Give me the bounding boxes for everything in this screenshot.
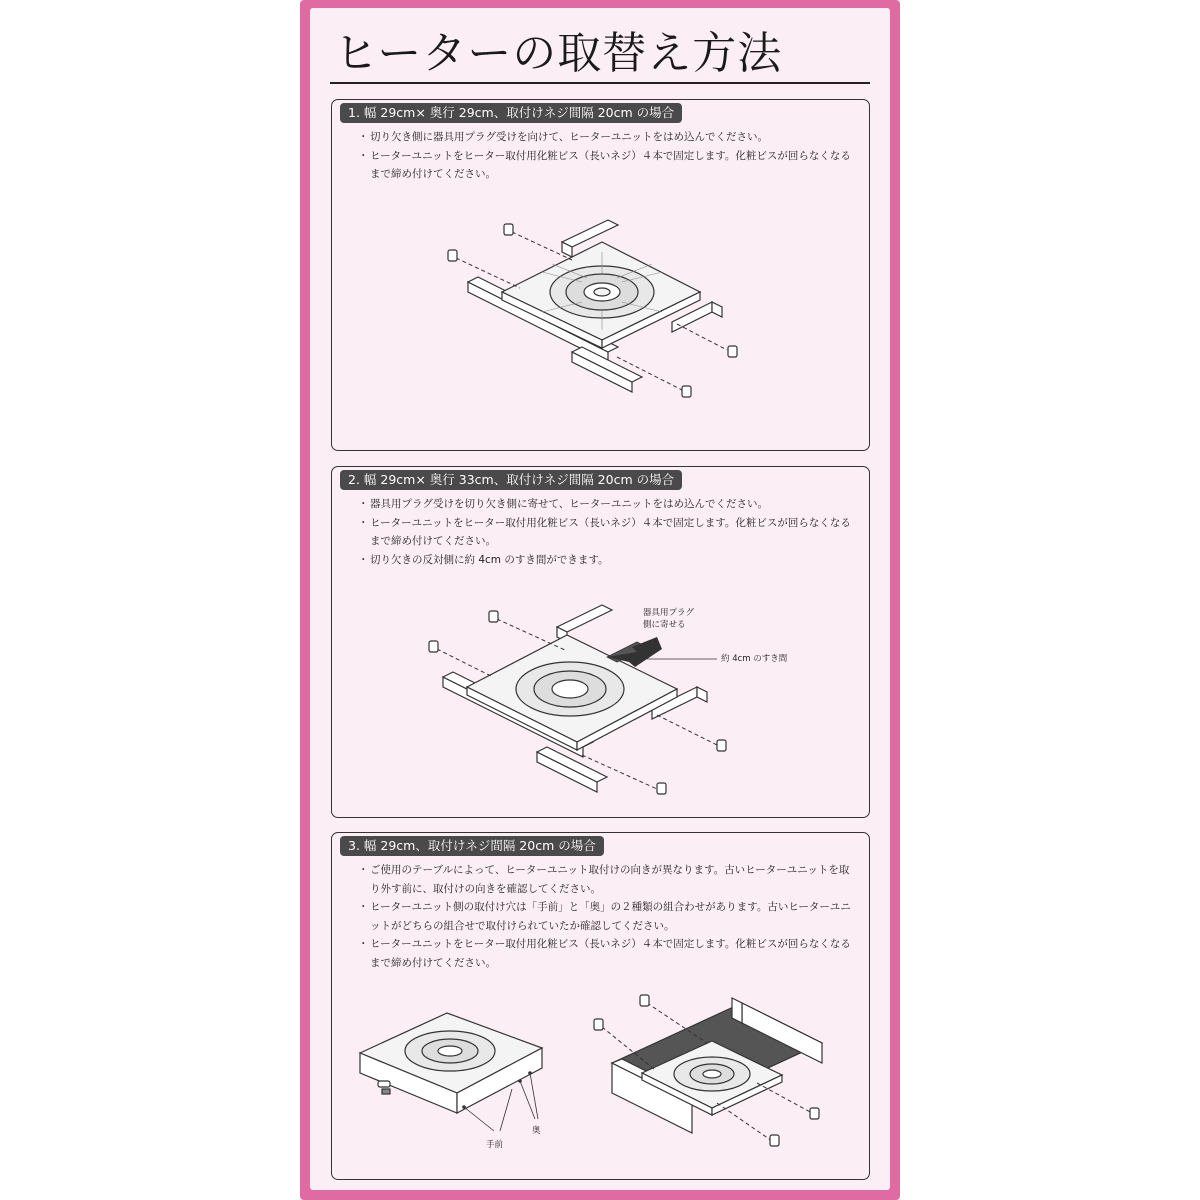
back-label: 奥: [532, 1126, 541, 1136]
title-divider: [330, 82, 870, 84]
heater-install-diagram-3: [582, 983, 852, 1153]
heater-install-diagram-1: [432, 212, 762, 412]
screw-icon: [682, 386, 691, 397]
list-item: ・ ヒーターユニット側の取付け穴は「手前」と「奥」の２種類の組合わせがあります。古いヒーターユニットがどちらの組合せで取付けられていたか確認してください。: [358, 898, 858, 935]
screw-icon: [504, 224, 513, 235]
section-2: [331, 466, 870, 818]
screw-icon: [429, 641, 438, 652]
list-item: ・ 器具用プラグ受けを切り欠き側に寄せて、ヒーターユニットをはめ込んでください。: [358, 495, 858, 514]
list-item: ・ ヒーターユニットをヒーター取付用化粧ビス（長いネジ）４本で固定します。化粧ビスが回らなくなるまで締め付けてください。: [358, 147, 858, 184]
heater-holes-diagram: [352, 993, 552, 1163]
list-item: ・ 切り欠きの反対側に約 4cm のすき間ができます。: [358, 551, 858, 570]
list-item: ・ 切り欠き側に器具用プラグ受けを向けて、ヒーターユニットをはめ込んでください。: [358, 128, 858, 147]
section-3-heading: 3. 幅 29cm、取付けネジ間隔 20cm の場合: [340, 836, 604, 856]
screw-icon: [594, 1019, 603, 1030]
section-1: [331, 99, 870, 451]
gap-callout: 約 4cm のすき間: [721, 654, 788, 664]
screw-icon: [657, 783, 666, 794]
section-2-bullets: [358, 495, 858, 569]
heater-install-diagram-2: [407, 597, 807, 797]
section-1-bullets: [358, 128, 858, 184]
front-label: 手前: [486, 1140, 504, 1150]
list-item: ・ ヒーターユニットをヒーター取付用化粧ビス（長いネジ）４本で固定します。化粧ビスが回らなくなるまで締め付けてください。: [358, 514, 858, 551]
section-1-heading: 1. 幅 29cm× 奥行 29cm、取付けネジ間隔 20cm の場合: [340, 103, 682, 123]
screw-icon: [770, 1135, 779, 1146]
list-item: ・ ご使用のテーブルによって、ヒーターユニット取付けの向きが異なります。古いヒーターユニットを取り外す前に、取付けの向きを確認してください。: [358, 861, 858, 898]
page-title: ヒーターの取替え方法: [334, 28, 783, 79]
screw-icon: [728, 346, 737, 357]
screw-icon: [640, 995, 649, 1006]
frame-bar-back: [557, 605, 612, 632]
frame-bar-back: [562, 220, 618, 247]
list-item: ・ ヒーターユニットをヒーター取付用化粧ビス（長いネジ）４本で固定します。化粧ビスが回らなくなるまで締め付けてください。: [358, 935, 858, 972]
screw-icon: [810, 1108, 819, 1119]
screw-icon: [489, 611, 498, 622]
plug-socket: [378, 1081, 390, 1087]
section-3-bullets: [358, 861, 858, 972]
plug-callout-line1: 器具用プラグ: [643, 608, 695, 618]
section-3: [331, 832, 870, 1180]
screw-icon: [717, 740, 726, 751]
screw-icon: [448, 250, 457, 261]
plug-callout-line2: 側に寄せる: [643, 620, 686, 630]
section-2-heading: 2. 幅 29cm× 奥行 33cm、取付けネジ間隔 20cm の場合: [340, 470, 682, 490]
